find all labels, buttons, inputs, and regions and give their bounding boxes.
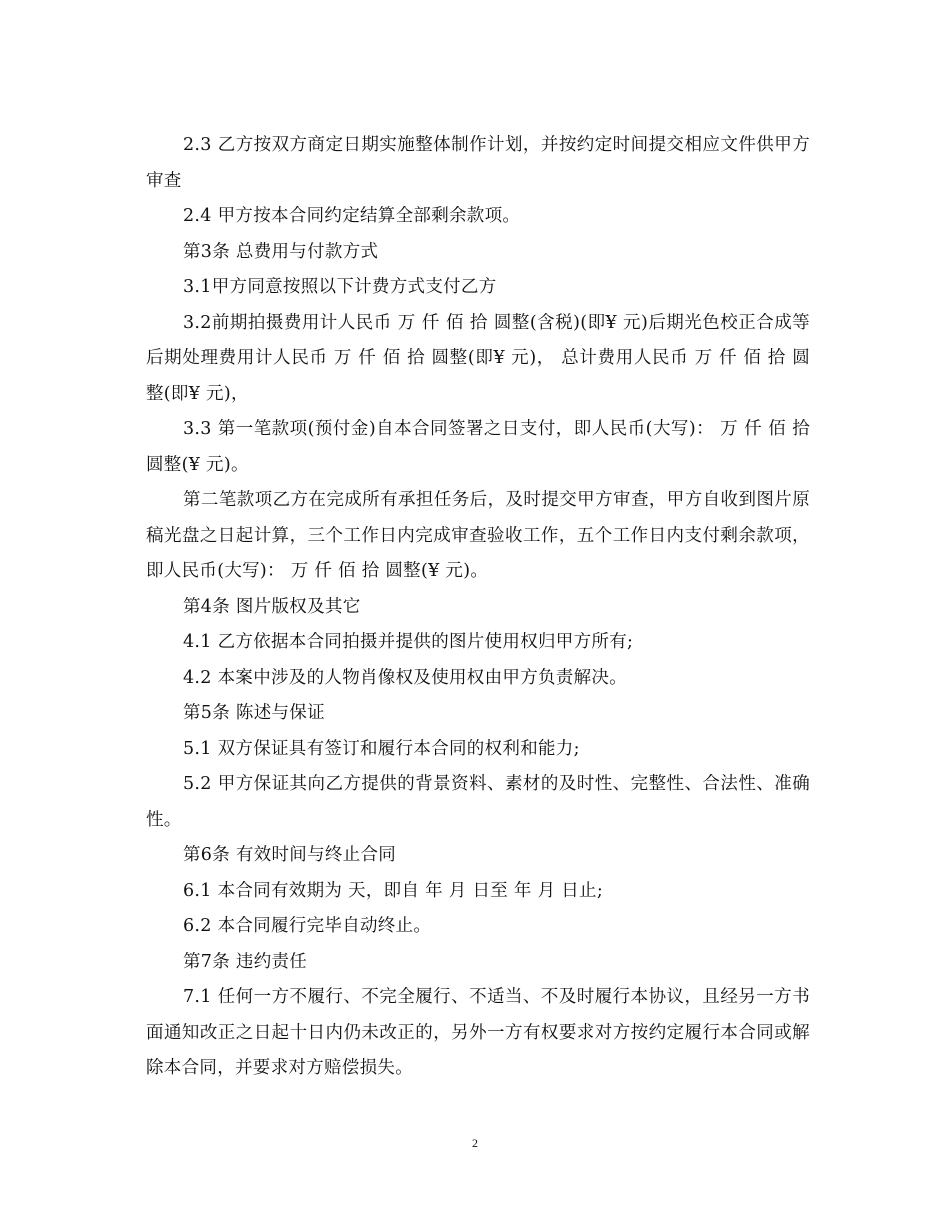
- clause-5-2: 5.2 甲方保证其向乙方提供的背景资料、素材的及时性、完整性、合法性、准确性。: [146, 774, 810, 830]
- article-6-heading: 第6条 有效时间与终止合同: [183, 845, 397, 865]
- document-body: [146, 128, 810, 1087]
- clause-3-3: 3.3 第一笔款项(预付金)自本合同签署之日支付，即人民币(大写)： 万 仟 佰 拾 圆整(¥ 元)。: [146, 419, 810, 475]
- clause-6-1: 6.1 本合同有效期为 天，即自 年 月 日至 年 月 日止;: [183, 880, 604, 901]
- second-payment-paragraph: 第二笔款项乙方在完成所有承担任务后，及时提交甲方审查，甲方自收到图片原稿光盘之日起计算，三个工作日内完成审查验收工作，五个工作日内支付剩余款项，即人民币(大写)： 万 仟 佰 拾 圆整(¥ 元)。: [146, 490, 810, 581]
- clause-7-1: 7.1 任何一方不履行、不完全履行、不适当、不及时履行本协议，且经另一方书面通知改正之日起十日内仍未改正的，另外一方有权要求对方按约定履行本合同或解除本合同，并要求对方赔偿损失。: [146, 987, 810, 1078]
- page-number: 2: [472, 1136, 478, 1150]
- clause-3-2: 3.2前期拍摄费用计人民币 万 仟 佰 拾 圆整(含税)(即¥ 元)后期光色校正合成等后期处理费用计人民币 万 仟 佰 拾 圆整(即¥ 元)， 总计费用人民币 万 仟 佰 拾 圆整(即¥ 元)，: [146, 312, 810, 404]
- clause-5-1: 5.1 双方保证具有签订和履行本合同的权利和能力;: [183, 738, 580, 759]
- clause-2-3: 2.3 乙方按双方商定日期实施整体制作计划，并按约定时间提交相应文件供甲方审查: [146, 135, 810, 191]
- clause-4-2: 4.2 本案中涉及的人物肖像权及使用权由甲方负责解决。: [183, 667, 627, 688]
- article-5-heading: 第5条 陈述与保证: [183, 703, 325, 723]
- article-7-heading: 第7条 违约责任: [183, 951, 308, 972]
- clause-2-4: 2.4 甲方按本合同约定结算全部剩余款项。: [183, 206, 521, 226]
- article-4-heading: 第4条 图片版权及其它: [183, 596, 361, 617]
- clause-3-1: 3.1甲方同意按照以下计费方式支付乙方: [183, 277, 497, 297]
- clause-6-2: 6.2 本合同履行完毕自动终止。: [183, 916, 432, 936]
- article-3-heading: 第3条 总费用与付款方式: [183, 241, 379, 262]
- clause-4-1: 4.1 乙方依据本合同拍摄并提供的图片使用权归甲方所有;: [183, 632, 634, 652]
